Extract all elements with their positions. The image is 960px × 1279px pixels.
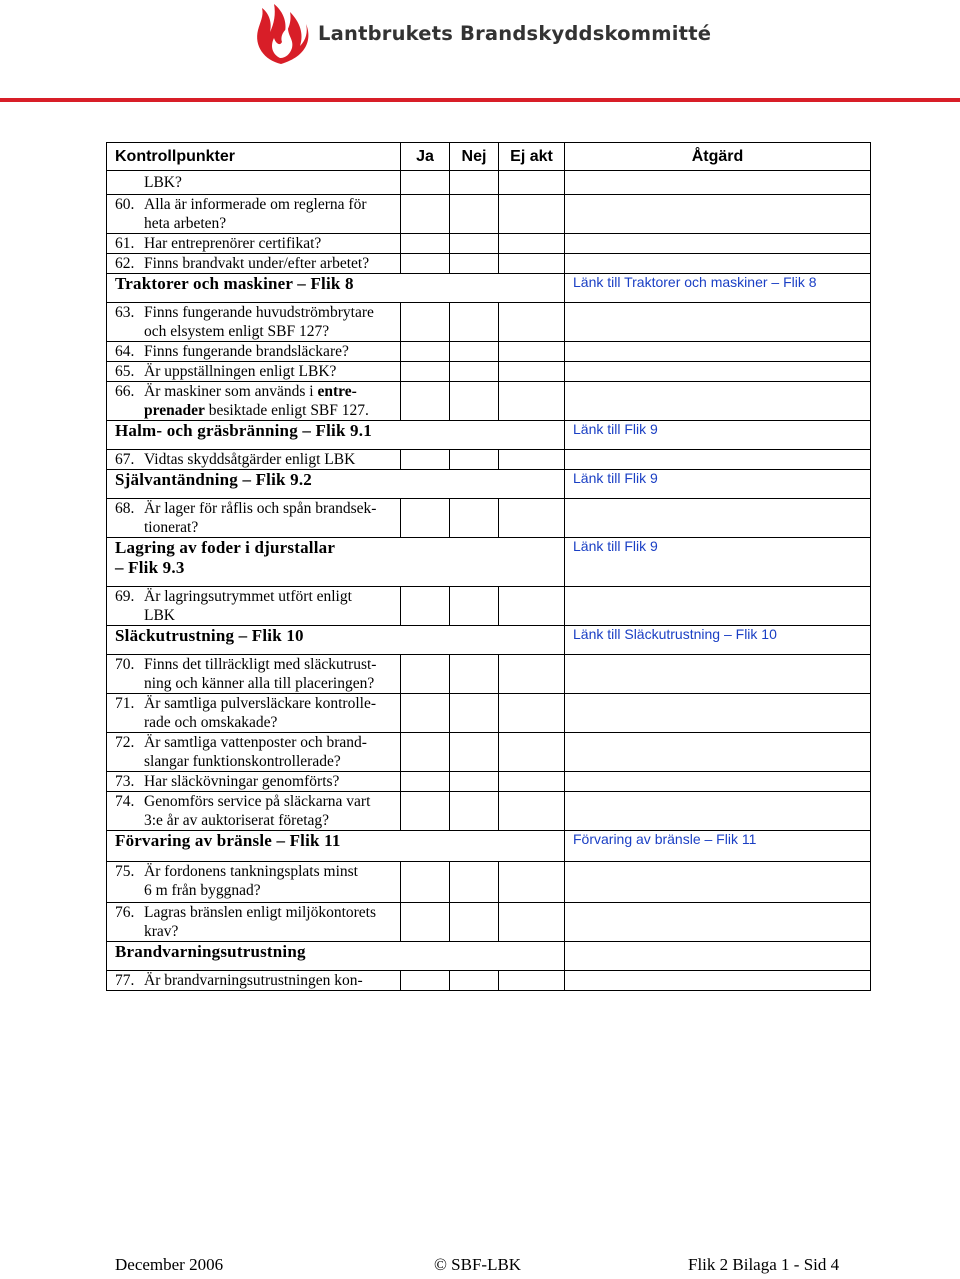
ej-akt-cell[interactable] [499,195,565,234]
table-row [107,772,871,792]
table-row [107,303,871,342]
atgard-cell[interactable] [565,862,871,903]
table-row [107,382,871,421]
section-row [107,942,871,971]
nej-cell[interactable] [450,254,499,274]
question-number: 62. [115,255,135,272]
atgard-cell[interactable] [565,303,871,342]
section-title: Släckutrustning – Flik 10 [115,626,304,645]
ja-cell[interactable] [401,450,450,470]
ja-cell[interactable] [401,499,450,538]
header-ej-akt: Ej akt [499,143,565,171]
table-row [107,903,871,942]
page-header [0,0,960,110]
nej-cell[interactable] [450,862,499,903]
section-row [107,274,871,303]
question-text: Är fordonens tankningsplats minst [144,863,358,880]
nej-cell[interactable] [450,382,499,421]
atgard-cell[interactable] [565,655,871,694]
ja-cell[interactable] [401,694,450,733]
ja-cell[interactable] [401,772,450,792]
section-title: Förvaring av bränsle – Flik 11 [115,831,341,850]
question-text-bold-cont: prenader [144,402,205,419]
question-text: Är maskiner som används i [144,383,318,400]
flame-logo-icon [250,2,312,66]
atgard-cell[interactable] [565,382,871,421]
atgard-cell[interactable] [565,499,871,538]
ej-akt-cell[interactable] [499,362,565,382]
section-title: Halm- och gräsbränning – Flik 9.1 [115,421,372,440]
question-text: Finns brandvakt under/efter arbetet? [144,255,370,272]
section-title: Lagring av foder i djurstallar [115,538,336,557]
question-text-bold: entre- [317,383,357,400]
ja-cell[interactable] [401,903,450,942]
section-link[interactable]: Länk till Traktorer och maskiner – Flik 8 [573,274,817,290]
atgard-cell[interactable] [565,171,871,195]
table-row [107,655,871,694]
question-text-cont: besiktade enligt SBF 127. [204,402,369,419]
table-row [107,171,871,195]
atgard-cell[interactable] [565,903,871,942]
question-text: Finns fungerande huvudströmbrytare [144,304,374,321]
ej-akt-cell[interactable] [499,655,565,694]
table-row [107,254,871,274]
question-number: 72. [115,734,135,751]
question-text-cont: 6 m från byggnad? [144,882,261,899]
organization-logo [250,2,712,68]
table-row [107,342,871,362]
ja-cell[interactable] [401,234,450,254]
footer-copyright: © SBF-LBK [434,1255,522,1274]
question-text: Vidtas skyddsåtgärder enligt LBK [144,451,356,468]
footer-page-number: Flik 2 Bilaga 1 - Sid 4 [688,1255,840,1274]
ja-cell[interactable] [401,655,450,694]
question-text-cont: heta arbeten? [144,215,227,232]
table-row [107,195,871,234]
question-number: 74. [115,793,135,810]
question-number: 69. [115,588,135,605]
question-text: Är samtliga vattenposter och brand- [144,734,367,751]
question-number: 71. [115,695,135,712]
section-row [107,831,871,862]
ej-akt-cell[interactable] [499,733,565,772]
question-number: 73. [115,773,135,790]
atgard-cell[interactable] [565,694,871,733]
ja-cell[interactable] [401,362,450,382]
atgard-cell[interactable] [565,792,871,831]
question-text: Genomförs service på släckarna vart [144,793,371,810]
question-number: 76. [115,904,135,921]
nej-cell[interactable] [450,303,499,342]
checklist-table [106,142,871,991]
question-text-cont: och elsystem enligt SBF 127? [144,323,330,340]
atgard-cell[interactable] [565,450,871,470]
table-row [107,234,871,254]
question-text-cont: rade och omskakade? [144,714,278,731]
ja-cell[interactable] [401,382,450,421]
ja-cell[interactable] [401,303,450,342]
section-title: Brandvarningsutrustning [115,942,306,961]
ej-akt-cell[interactable] [499,254,565,274]
atgard-cell[interactable] [565,587,871,626]
ja-cell[interactable] [401,792,450,831]
ej-akt-cell[interactable] [499,171,565,195]
nej-cell[interactable] [450,903,499,942]
question-text-cont: slangar funktionskontrollerade? [144,753,341,770]
section-row [107,626,871,655]
table-row [107,733,871,772]
question-number: 61. [115,235,135,252]
ej-akt-cell[interactable] [499,303,565,342]
atgard-cell[interactable] [565,733,871,772]
nej-cell[interactable] [450,733,499,772]
nej-cell[interactable] [450,234,499,254]
table-row [107,694,871,733]
nej-cell[interactable] [450,171,499,195]
section-link[interactable]: Länk till Flik 9 [573,421,658,437]
atgard-cell[interactable] [565,342,871,362]
question-text: Är samtliga pulversläckare kontrolle- [144,695,376,712]
question-text-cont: tionerat? [144,519,199,536]
atgard-cell[interactable] [565,234,871,254]
header-rule [0,98,960,102]
section-link[interactable]: Länk till Flik 9 [573,538,658,554]
logo-wordmark: Lantbrukets Brandskyddskommitté [318,22,712,45]
question-text: Har släckövningar genomförts? [144,773,340,790]
table-row [107,450,871,470]
question-text: LBK? [144,174,182,191]
page-footer [0,1255,960,1279]
section-row [107,421,871,450]
ej-akt-cell[interactable] [499,792,565,831]
header-ja: Ja [401,143,450,171]
ej-akt-cell[interactable] [499,382,565,421]
section-title: Traktorer och maskiner – Flik 8 [115,274,354,293]
question-number: 63. [115,304,135,321]
question-text: Lagras bränslen enligt miljökontorets [144,904,377,921]
question-number: 68. [115,500,135,517]
ej-akt-cell[interactable] [499,450,565,470]
atgard-cell[interactable] [565,362,871,382]
nej-cell[interactable] [450,195,499,234]
nej-cell[interactable] [450,792,499,831]
question-number: 70. [115,656,135,673]
section-row [107,538,871,587]
question-text: Alla är informerade om reglerna för [144,196,367,213]
ej-akt-cell[interactable] [499,587,565,626]
question-text: Är lager för råflis och spån brandsek- [144,500,377,517]
table-row [107,971,871,991]
question-text: Är uppställningen enligt LBK? [144,363,337,380]
question-text: Finns fungerande brandsläckare? [144,343,349,360]
table-header-row [107,143,871,171]
table-row [107,792,871,831]
question-number: 75. [115,863,135,880]
table-row [107,499,871,538]
question-number: 66. [115,383,135,400]
header-nej: Nej [450,143,499,171]
ja-cell[interactable] [401,587,450,626]
atgard-cell[interactable] [565,254,871,274]
nej-cell[interactable] [450,971,499,991]
table-row [107,362,871,382]
atgard-cell[interactable] [565,971,871,991]
ej-akt-cell[interactable] [499,862,565,903]
ej-akt-cell[interactable] [499,772,565,792]
section-link[interactable]: Länk till Flik 9 [573,470,658,486]
section-title: Självantändning – Flik 9.2 [115,470,312,489]
question-text: Är lagringsutrymmet utfört enligt [144,588,352,605]
question-text-cont: krav? [144,923,179,940]
question-number: 67. [115,451,135,468]
ej-akt-cell[interactable] [499,499,565,538]
section-title-cont: – Flik 9.3 [115,558,185,577]
question-text: Finns det tillräckligt med släckutrust- [144,656,377,673]
ja-cell[interactable] [401,733,450,772]
atgard-cell[interactable] [565,195,871,234]
question-text-cont: LBK [144,607,175,624]
ja-cell[interactable] [401,171,450,195]
table-row [107,862,871,903]
question-number: 60. [115,196,135,213]
footer-date: December 2006 [115,1255,224,1274]
atgard-cell[interactable] [565,772,871,792]
ej-akt-cell[interactable] [499,971,565,991]
section-link[interactable]: Förvaring av bränsle – Flik 11 [573,831,757,847]
nej-cell[interactable] [450,772,499,792]
question-text: Är brandvarningsutrustningen kon- [144,972,363,989]
question-text-cont: 3:e år av auktoriserat företag? [144,812,330,829]
ja-cell[interactable] [401,254,450,274]
question-number: 65. [115,363,135,380]
nej-cell[interactable] [450,587,499,626]
nej-cell[interactable] [450,499,499,538]
ja-cell[interactable] [401,862,450,903]
nej-cell[interactable] [450,655,499,694]
nej-cell[interactable] [450,450,499,470]
nej-cell[interactable] [450,342,499,362]
question-number: 77. [115,972,135,989]
section-row [107,470,871,499]
question-number: 64. [115,343,135,360]
question-text: Har entreprenörer certifikat? [144,235,322,252]
ej-akt-cell[interactable] [499,342,565,362]
table-row [107,587,871,626]
ja-cell[interactable] [401,342,450,362]
section-link[interactable]: Länk till Släckutrustning – Flik 10 [573,626,777,642]
nej-cell[interactable] [450,362,499,382]
ej-akt-cell[interactable] [499,234,565,254]
nej-cell[interactable] [450,694,499,733]
ja-cell[interactable] [401,971,450,991]
ja-cell[interactable] [401,195,450,234]
ej-akt-cell[interactable] [499,694,565,733]
header-kontrollpunkter: Kontrollpunkter [107,143,401,171]
header-atgard: Åtgärd [565,143,871,171]
question-text-cont: ning och känner alla till placeringen? [144,675,375,692]
ej-akt-cell[interactable] [499,903,565,942]
